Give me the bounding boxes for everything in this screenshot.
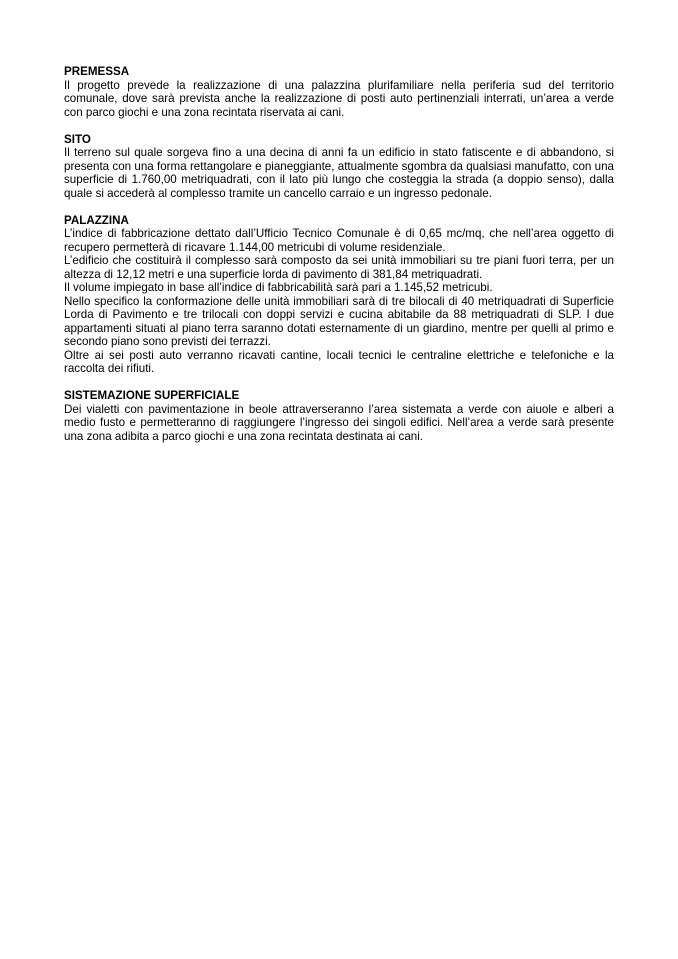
section-paragraph: Il progetto prevede la realizzazione di una palazzina plurifamiliare nella periferia sud del territorio comunale, dove sarà prevista anche la realizzazione di posti auto pertinenziali interrati, un’area a verde con parco giochi e una zona recintata riservata ai cani. xyxy=(64,78,614,119)
section-sistemazione-superficiale xyxy=(64,389,614,443)
section-heading: PALAZZINA xyxy=(64,213,129,227)
section-heading: PREMESSA xyxy=(64,65,130,78)
section-paragraph: Il terreno sul quale sorgeva fino a una decina di anni fa un edificio in stato fatiscente e di abbandono, si presenta con una forma rettangolare e pianeggiante, attualmente sgombra da qualsiasi manufatto, con una superficie di 1.760,00 metriquadrati, con il lato più lungo che costeggia la strada (a doppio senso), dalla quale si accederà al complesso tramite un cancello carraio e un ingresso pedonale. xyxy=(64,146,614,200)
section-heading: SITO xyxy=(64,132,91,146)
section-paragraph: Il volume impiegato in base all’indice di fabbricabilità sarà pari a 1.145,52 metricubi. xyxy=(64,281,493,294)
section-sito xyxy=(64,133,614,201)
section-palazzina xyxy=(64,214,614,376)
section-paragraph: L’edificio che costituirà il complesso sarà composto da sei unità immobiliari su tre piani fuori terra, per un altezza di 12,12 metri e una superficie lorda di pavimento di 381,84 metriquadrati. xyxy=(64,254,614,281)
section-heading: SISTEMAZIONE SUPERFICIALE xyxy=(64,389,240,402)
section-paragraph: L’indice di fabbricazione dettato dall’Ufficio Tecnico Comunale è di 0,65 mc/mq, che nell’area oggetto di recupero permetterà di ricavare 1.144,00 metricubi di volume residenziale. xyxy=(64,227,614,254)
section-paragraph: Dei vialetti con pavimentazione in beole attraverseranno l’area sistemata a verde con aiuole e alberi a medio fusto e permetteranno di raggiungere l’ingresso dei singoli edifici. Nell’area a verde sarà presente una zona adibita a parco giochi e una zona recintata destinata ai cani. xyxy=(64,402,614,443)
section-premessa xyxy=(64,65,614,119)
section-paragraph: Oltre ai sei posti auto verranno ricavati cantine, locali tecnici le centraline elettriche e telefoniche e la raccolta dei rifiuti. xyxy=(64,348,614,375)
document-page xyxy=(64,65,614,457)
section-paragraph: Nello specifico la conformazione delle unità immobiliari sarà di tre bilocali di 40 metriquadrati di Superficie Lorda di Pavimento e tre trilocali con doppi servizi e cucina abitabile da 88 metriquadrati di SLP. I due appartamenti situati al piano terra saranno dotati esternamente di un giardino, mentre per quelli al primo e secondo piano sono previsti dei terrazzi. xyxy=(64,294,614,348)
